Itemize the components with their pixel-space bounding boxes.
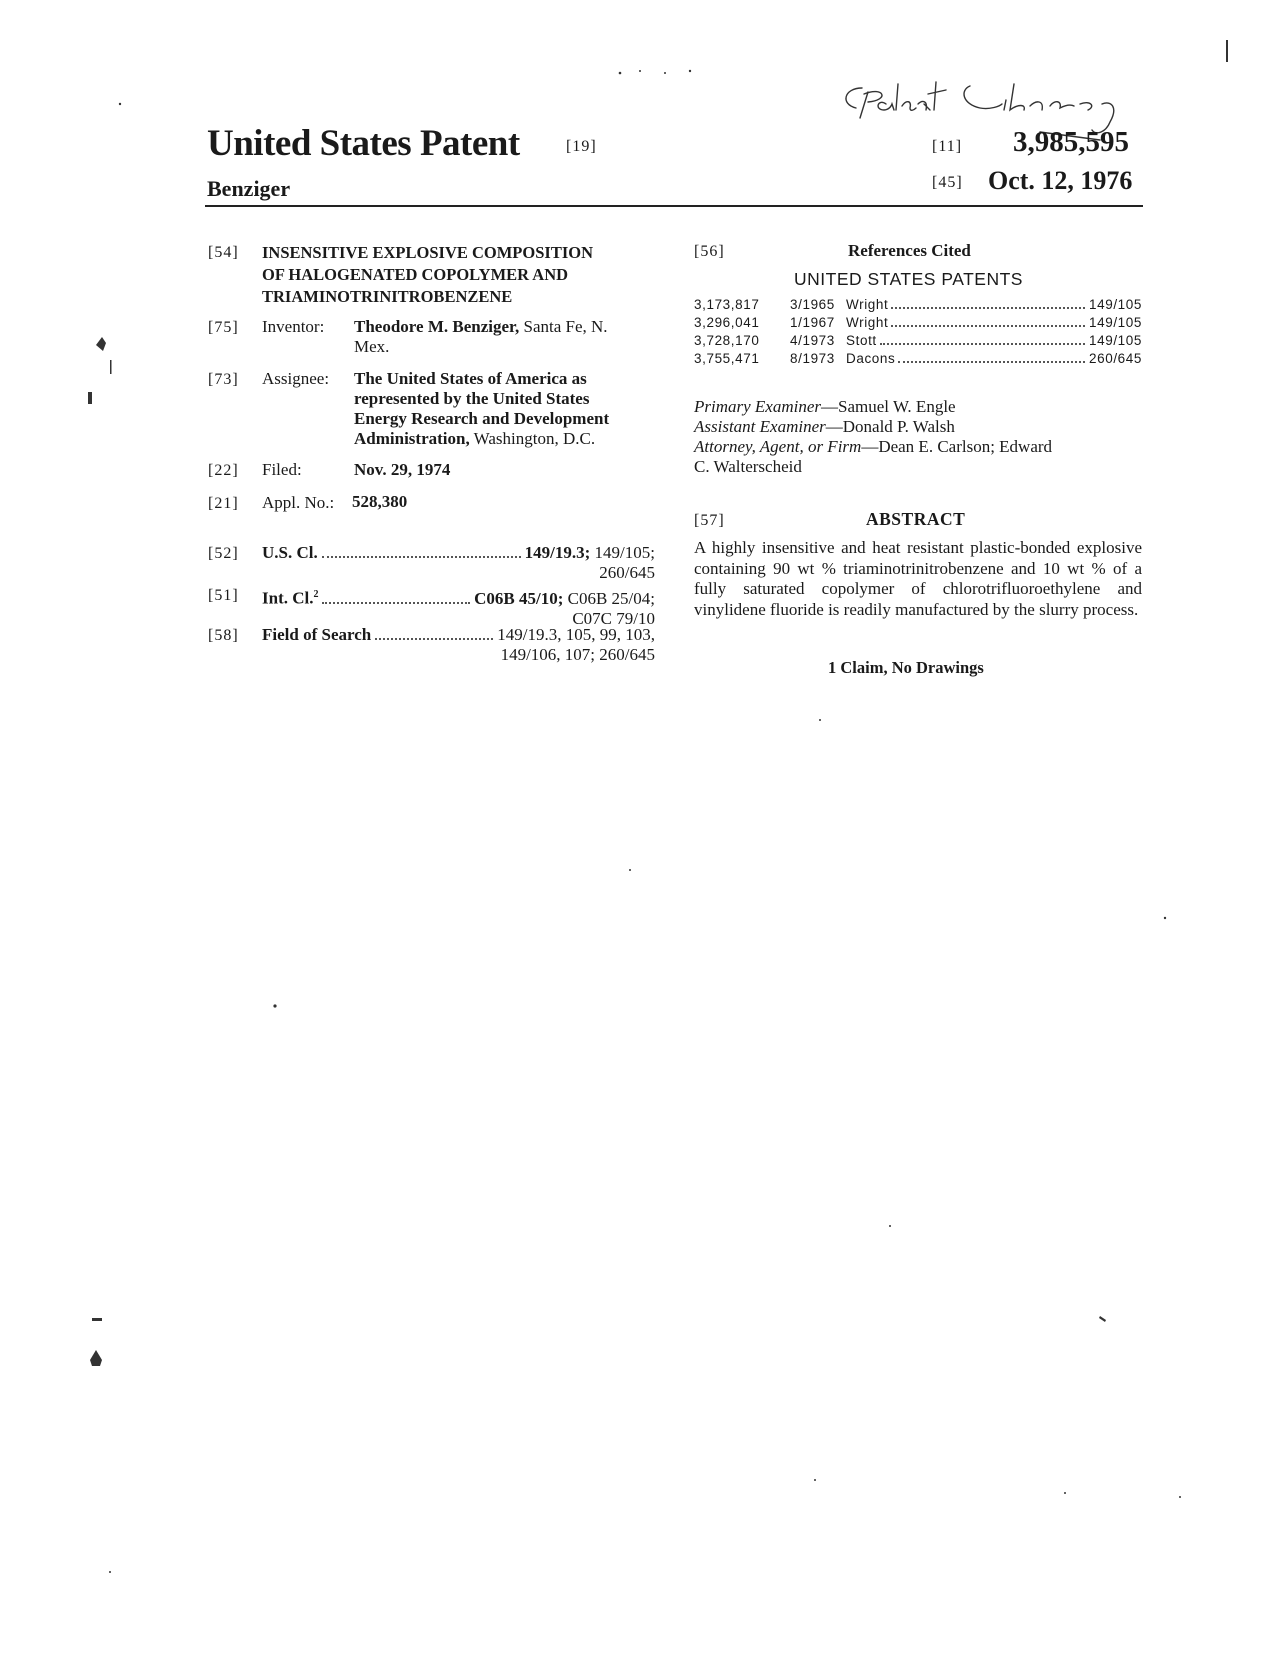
- scan-mark: [110, 360, 112, 374]
- reference-class: 260/645: [1089, 351, 1142, 366]
- reference-name: Wright: [846, 315, 889, 330]
- scan-speck: [629, 869, 631, 871]
- attorney-name: —Dean E. Carlson; Edward: [861, 437, 1053, 456]
- scan-mark: [88, 392, 92, 404]
- reference-number: 3,728,170: [694, 333, 760, 348]
- reference-name: Wright: [846, 297, 889, 312]
- int-cl-value-rest: C06B 25/04;: [563, 588, 655, 608]
- appl-no-code: [21]: [208, 495, 239, 512]
- reference-date: 8/1973: [790, 351, 835, 366]
- inventor-name: Theodore M. Benziger,: [354, 317, 520, 336]
- assignee-line: Energy Research and Development: [354, 409, 610, 428]
- us-cl-value-rest: 149/105;: [590, 543, 655, 562]
- date-code: [45]: [932, 174, 963, 191]
- claims-summary: 1 Claim, No Drawings: [828, 658, 984, 677]
- scan-speck: [1164, 917, 1166, 919]
- title-line: OF HALOGENATED COPOLYMER AND: [262, 265, 569, 284]
- reference-number: 3,296,041: [694, 315, 760, 330]
- filed-value: Nov. 29, 1974: [354, 460, 451, 479]
- scan-speck: [619, 72, 622, 75]
- reference-number: 3,173,817: [694, 297, 760, 312]
- inventor-location: Santa Fe, N.: [519, 317, 608, 336]
- document-type-code: [19]: [566, 138, 597, 155]
- assignee-line: Administration,: [354, 429, 470, 448]
- appl-no-label: Appl. No.:: [262, 493, 335, 512]
- attorney-name-continuation: C. Walterscheid: [694, 457, 802, 476]
- abstract-text: A highly insensitive and heat resistant plastic-bonded explosive containing 90 wt % triaminotrinitrobenzene and 10 wt % of a fully saturated copolymer of chlorotrifluoroethylene and vinylidene fluoride is readily manufactured by the slurry process.: [694, 538, 1142, 619]
- int-cl-continuation: C07C 79/10: [572, 608, 655, 628]
- abstract-code: [57]: [694, 512, 725, 529]
- inventor-surname: Benziger: [207, 176, 291, 201]
- assignee-line: The United States of America as: [354, 369, 587, 388]
- scan-speck: [119, 103, 121, 105]
- assignee-line: represented by the United States: [354, 389, 590, 408]
- title-line: TRIAMINOTRINITROBENZENE: [262, 287, 513, 306]
- scan-speck: [109, 1571, 111, 1573]
- int-cl-label: Int. Cl.: [262, 588, 314, 608]
- reference-date: 4/1973: [790, 333, 835, 348]
- reference-class: 149/105: [1089, 297, 1142, 312]
- assignee-code: [73]: [208, 371, 239, 388]
- attorney-label: Attorney, Agent, or Firm: [694, 437, 862, 456]
- reference-date: 3/1965: [790, 297, 835, 312]
- reference-name: Dacons: [846, 351, 896, 366]
- references-subtitle: UNITED STATES PATENTS: [794, 269, 1023, 289]
- filed-label: Filed:: [262, 460, 302, 479]
- inventor-code: [75]: [208, 319, 239, 336]
- int-cl-value: C06B 45/10;: [474, 588, 564, 608]
- abstract-title: ABSTRACT: [866, 509, 966, 529]
- scan-speck: [664, 72, 666, 74]
- scan-speck: [1064, 1492, 1066, 1494]
- references-title: References Cited: [848, 241, 971, 260]
- scan-speck: [639, 70, 641, 72]
- scan-speck: [689, 70, 691, 72]
- assignee-label: Assignee:: [262, 369, 330, 388]
- scan-blot: [90, 1350, 102, 1366]
- reference-name: Stott: [846, 333, 877, 348]
- scan-speck: [889, 1225, 891, 1227]
- reference-class: 149/105: [1089, 333, 1142, 348]
- field-of-search-label: Field of Search: [262, 625, 372, 644]
- field-of-search-code: [58]: [208, 627, 239, 644]
- us-cl-continuation: 260/645: [599, 563, 655, 582]
- reference-number: 3,755,471: [694, 351, 760, 366]
- patent-number: 3,985,595: [1013, 126, 1129, 158]
- patent-number-code: [11]: [932, 138, 963, 155]
- us-cl-label: U.S. Cl.: [262, 543, 318, 562]
- inventor-label: Inventor:: [262, 317, 325, 336]
- primary-examiner-name: —Samuel W. Engle: [821, 397, 956, 416]
- int-cl-code: [51]: [208, 587, 239, 604]
- scan-blot: [92, 1318, 102, 1321]
- document-type: United States Patent: [207, 123, 520, 164]
- scan-blot: [96, 337, 106, 351]
- reference-date: 1/1967: [790, 315, 835, 330]
- field-of-search-value: 149/19.3, 105, 99, 103,: [497, 625, 655, 644]
- us-cl-code: [52]: [208, 545, 239, 562]
- scan-speck: [1179, 1496, 1181, 1498]
- assistant-examiner-label: Assistant Examiner: [694, 417, 826, 436]
- us-cl-value: 149/19.3;: [524, 543, 591, 562]
- title-line: INSENSITIVE EXPLOSIVE COMPOSITION: [262, 243, 593, 262]
- references-code: [56]: [694, 243, 725, 260]
- title-code: [54]: [208, 244, 239, 261]
- reference-class: 149/105: [1089, 315, 1142, 330]
- field-of-search-continuation: 149/106, 107; 260/645: [500, 645, 655, 664]
- scan-speck: [819, 719, 821, 721]
- appl-no-value: 528,380: [352, 492, 408, 511]
- issue-date: Oct. 12, 1976: [988, 166, 1133, 195]
- assistant-examiner-name: —Donald P. Walsh: [825, 417, 955, 436]
- filed-code: [22]: [208, 462, 239, 479]
- scan-mark: [1226, 40, 1228, 62]
- scan-blot: [1099, 1316, 1106, 1322]
- inventor-location-2: Mex.: [354, 337, 390, 356]
- primary-examiner-label: Primary Examiner: [694, 397, 822, 416]
- scan-speck: [273, 1004, 276, 1007]
- int-cl-edition: 2: [313, 589, 319, 600]
- assignee-location: Washington, D.C.: [469, 429, 596, 448]
- scan-speck: [814, 1479, 816, 1481]
